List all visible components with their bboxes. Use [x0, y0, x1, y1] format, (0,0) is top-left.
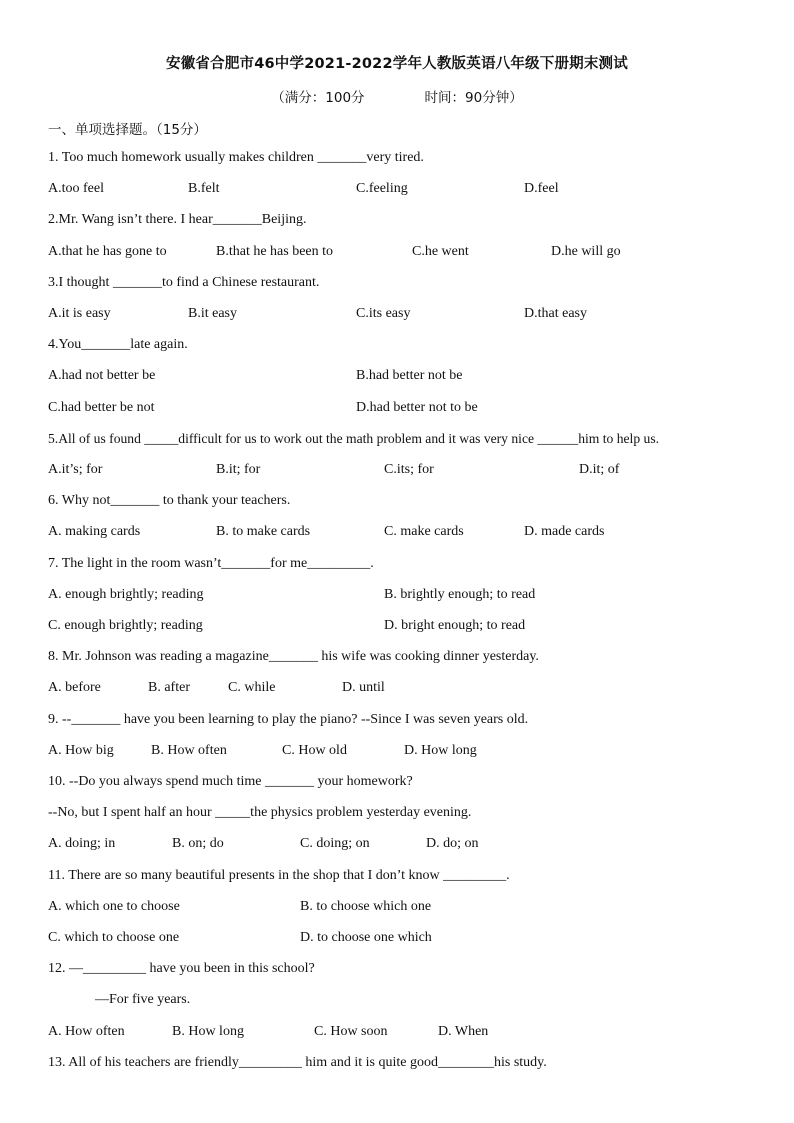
option-a: A. enough brightly; reading	[48, 587, 204, 602]
option-b: B. brightly enough; to read	[384, 587, 536, 602]
option-d: D.that easy	[524, 306, 587, 321]
option-c: C. How soon	[314, 1024, 388, 1039]
option-a: A. making cards	[48, 524, 141, 539]
question-11-stem: 11. There are so many beautiful presents in the shop that I don’t know _________.	[48, 868, 510, 883]
option-c: C.feeling	[356, 181, 408, 196]
option-c: C. while	[228, 680, 276, 695]
option-d: D. made cards	[524, 524, 605, 539]
option-d: D. bright enough; to read	[384, 618, 526, 633]
question-12-stem: 12. —_________ have you been in this school?	[48, 961, 315, 976]
exam-subtitle	[0, 86, 794, 106]
option-c: C.he went	[412, 244, 469, 259]
option-b: B. How often	[151, 743, 227, 758]
option-a: A. before	[48, 680, 101, 695]
option-b: B. on; do	[172, 836, 224, 851]
option-d: D. until	[342, 680, 385, 695]
option-d: D.he will go	[551, 244, 621, 259]
option-c: C. which to choose one	[48, 930, 180, 945]
full-score: （满分：100分	[271, 90, 365, 106]
option-b: B. to choose which one	[300, 899, 432, 914]
question-4-stem: 4.You_______late again.	[48, 337, 188, 352]
option-c: C. doing; on	[300, 836, 370, 851]
option-b: B.felt	[188, 181, 220, 196]
option-d: D. How long	[404, 743, 477, 758]
option-b: B. to make cards	[216, 524, 311, 539]
question-3-stem: 3.I thought _______to find a Chinese restaurant.	[48, 275, 320, 290]
option-a: A. How big	[48, 743, 114, 758]
option-b: B.it easy	[188, 306, 237, 321]
option-a: A.had not better be	[48, 368, 156, 383]
option-c: C. make cards	[384, 524, 464, 539]
option-c: C.had better be not	[48, 400, 155, 415]
option-d: D. do; on	[426, 836, 479, 851]
question-8-stem: 8. Mr. Johnson was reading a magazine_______ his wife was cooking dinner yesterday.	[48, 649, 539, 664]
option-d: D.had better not to be	[356, 400, 478, 415]
option-a: A. How often	[48, 1024, 125, 1039]
question-7-stem: 7. The light in the room wasn’t_______for me_________.	[48, 556, 374, 571]
option-b: B.it; for	[216, 462, 261, 477]
option-a: A.it is easy	[48, 306, 111, 321]
question-2-stem: 2.Mr. Wang isn’t there. I hear_______Beijing.	[48, 212, 307, 227]
option-b: B.had better not be	[356, 368, 463, 383]
question-5-stem: 5.All of us found _____difficult for us to work out the math problem and it was very nice ______him to help us.	[48, 431, 660, 446]
option-b: B. after	[148, 680, 190, 695]
option-b: B.that he has been to	[216, 244, 334, 259]
question-6-stem: 6. Why not_______ to thank your teachers.	[48, 493, 291, 508]
option-c: C.its; for	[384, 462, 434, 477]
question-1-stem: 1. Too much homework usually makes children _______very tired.	[48, 150, 424, 165]
option-d: D. When	[438, 1024, 489, 1039]
option-a: A. doing; in	[48, 836, 116, 851]
option-a: A.it’s; for	[48, 462, 103, 477]
question-12-stem-reply: —For five years.	[95, 992, 191, 1007]
time-limit: 时间：90分钟）	[424, 90, 523, 106]
option-a: A.that he has gone to	[48, 244, 167, 259]
question-9-stem: 9. --_______ have you been learning to play the piano? --Since I was seven years old.	[48, 712, 529, 727]
option-d: D.feel	[524, 181, 559, 196]
question-10-stem-reply: --No, but I spent half an hour _____the physics problem yesterday evening.	[48, 805, 472, 820]
section-heading: 一、单项选择题。（15分）	[48, 122, 207, 138]
option-c: C. How old	[282, 743, 347, 758]
option-a: A.too feel	[48, 181, 104, 196]
option-a: A. which one to choose	[48, 899, 180, 914]
exam-title: 安徽省合肥市46中学2021-2022学年人教版英语八年级下册期末测试	[166, 56, 628, 72]
option-d: D. to choose one which	[300, 930, 432, 945]
option-d: D.it; of	[579, 462, 620, 477]
question-10-stem: 10. --Do you always spend much time _______ your homework?	[48, 774, 413, 789]
option-c: C. enough brightly; reading	[48, 618, 203, 633]
option-b: B. How long	[172, 1024, 244, 1039]
question-13-stem: 13. All of his teachers are friendly_________ him and it is quite good________his study.	[48, 1055, 547, 1070]
option-c: C.its easy	[356, 306, 411, 321]
